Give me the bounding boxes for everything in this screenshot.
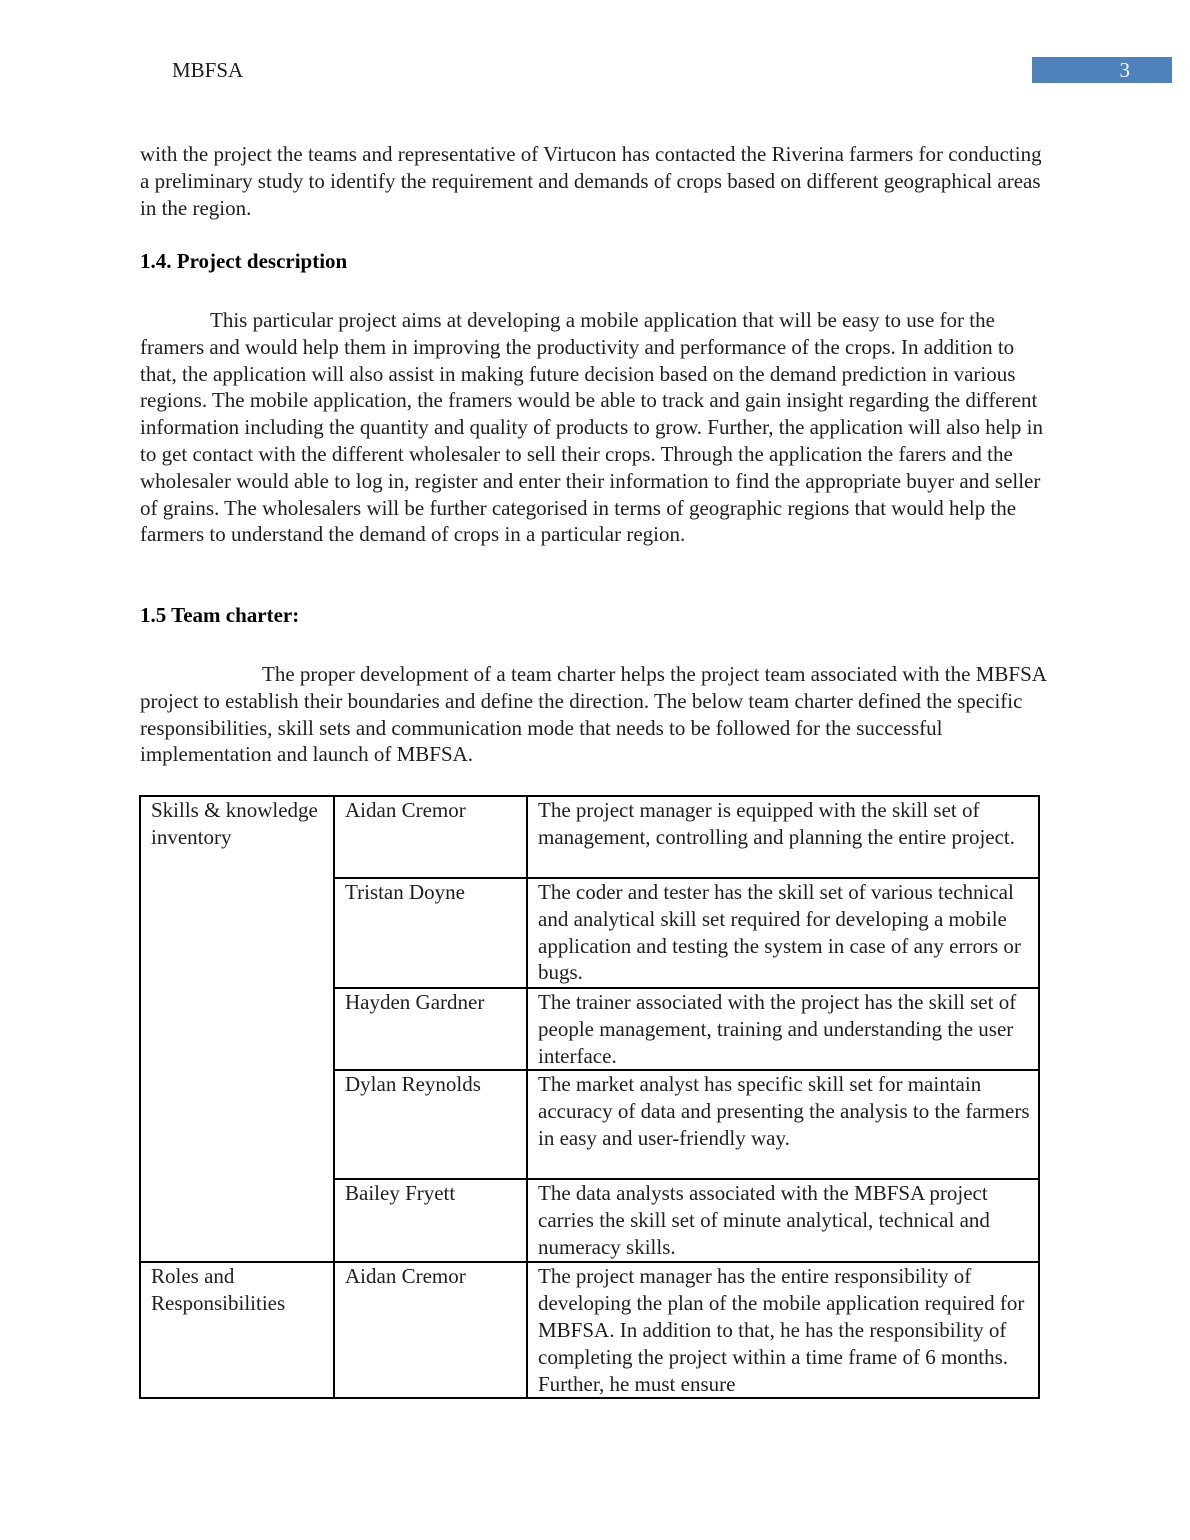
section-heading-team-charter: 1.5 Team charter: <box>140 603 300 627</box>
team-charter-paragraph: The proper development of a team charter helps the project team associated with the MBFSA project to establish their boundaries and define the direction. The below team charter defined the specific responsibilities, skill sets and communication mode that needs to be followed for the successful implementation and launch of MBFSA. <box>140 662 1046 767</box>
member-name-cell: Dylan Reynolds <box>334 1070 527 1179</box>
header-title: MBFSA <box>172 58 244 82</box>
intro-paragraph: with the project the teams and representative of Virtucon has contacted the Riverina farmers for conducting a preliminary study to identify the requirement and demands of crops based on different geographical areas in the region. <box>140 142 1042 220</box>
member-name-cell: Tristan Doyne <box>334 878 527 988</box>
page-number: 3 <box>1032 57 1172 83</box>
description-cell: The trainer associated with the project has the skill set of people management, training and understanding the user interface. <box>527 988 1039 1070</box>
description-cell: The project manager has the entire responsibility of developing the plan of the mobile application required for MBFSA. In addition to that, he has the responsibility of completing the project within a time frame of 6 months. Further, he must ensure <box>527 1262 1039 1398</box>
member-name-cell: Hayden Gardner <box>334 988 527 1070</box>
member-name-cell: Aidan Cremor <box>334 796 527 878</box>
category-cell: Skills & knowledge inventory <box>140 796 334 1262</box>
description-cell: The market analyst has specific skill set for maintain accuracy of data and presenting the analysis to the farmers in easy and user-friendly way. <box>527 1070 1039 1179</box>
description-cell: The data analysts associated with the MBFSA project carries the skill set of minute analytical, technical and numeracy skills. <box>527 1179 1039 1262</box>
description-cell: The project manager is equipped with the skill set of management, controlling and planning the entire project. <box>527 796 1039 878</box>
section-heading-project-description: 1.4. Project description <box>140 249 348 273</box>
description-cell: The coder and tester has the skill set of various technical and analytical skill set required for developing a mobile application and testing the system in case of any errors or bugs. <box>527 878 1039 988</box>
team-charter-table <box>139 795 1040 1399</box>
table-row <box>140 1262 1039 1398</box>
member-name-cell: Aidan Cremor <box>334 1262 527 1398</box>
category-cell: Roles and Responsibilities <box>140 1262 334 1398</box>
table-row <box>140 796 1039 878</box>
project-description-paragraph: This particular project aims at developing a mobile application that will be easy to use for the framers and would help them in improving the productivity and performance of the crops. In addition to that, the application will also assist in making future decision based on the demand prediction in various regions. The mobile application, the framers would be able to track and gain insight regarding the different information including the quantity and quality of products to grow. Further, the application will also help in to get contact with the different wholesaler to sell their crops. Through the application the farers and the wholesaler would able to log in, register and enter their information to find the appropriate buyer and seller of grains. The wholesalers will be further categorised in terms of geographic regions that would help the farmers to understand the demand of crops in a particular region. <box>140 308 1043 547</box>
member-name-cell: Bailey Fryett <box>334 1179 527 1262</box>
